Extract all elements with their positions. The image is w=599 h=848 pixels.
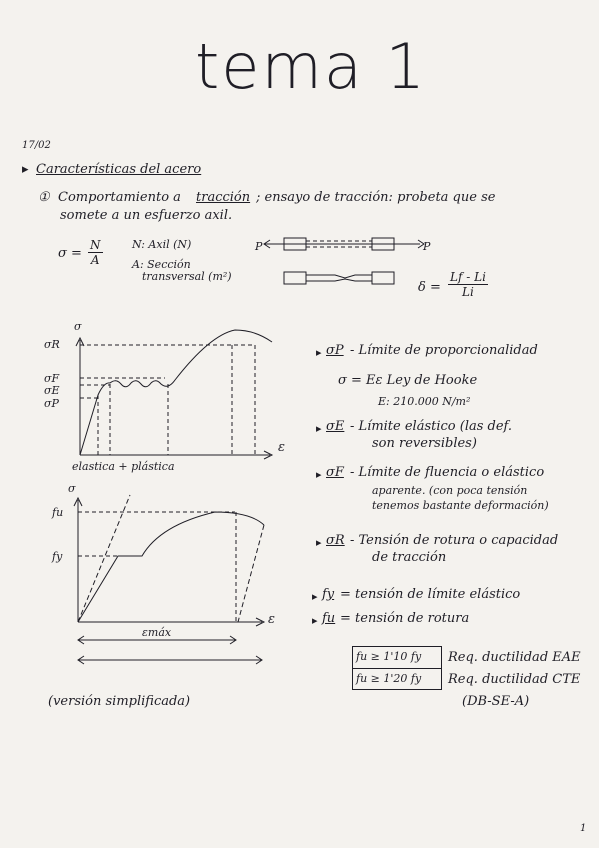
bullet-icon: ▸	[316, 422, 322, 435]
def-text: - Límite de fluencia o elástico	[350, 465, 545, 480]
label-sigma-e: σE	[44, 384, 60, 397]
def-area-1: A: Sección	[132, 258, 191, 271]
label-fu: fu	[52, 506, 64, 519]
tension-symbol: fy	[322, 587, 335, 602]
ductility-ref: (DB-SE-A)	[462, 694, 530, 709]
def-axil: N: Axil (N)	[132, 238, 192, 251]
ductility-rule: fu ≥ 1'10 fy	[356, 650, 422, 663]
date: 17/02	[22, 140, 51, 151]
def-symbol: σE	[326, 419, 345, 434]
graph1-x-axis: ε	[278, 440, 285, 455]
label-sigma-f: σF	[44, 372, 60, 385]
def-text: - Tensión de rotura o capacidad	[350, 533, 559, 548]
intro-line1-a: Comportamiento a	[58, 190, 181, 205]
def-area-2: transversal (m²)	[142, 270, 232, 283]
def-text: - Límite elástico (las def.	[350, 419, 513, 434]
def-text: tenemos bastante deformación)	[372, 499, 549, 512]
load-p-left: P	[255, 240, 263, 253]
def-text: E: 210.000 N/m²	[378, 395, 471, 408]
label-emax: εmáx	[142, 626, 172, 639]
probeta-sketch-1	[264, 238, 424, 250]
bullet-icon: ▸	[316, 536, 322, 549]
region-label: elastica + plástica	[72, 460, 175, 473]
def-text: σ = Eε Ley de Hooke	[338, 373, 478, 388]
graph2-y-axis: σ	[68, 482, 76, 495]
graph1-y-axis: σ	[74, 320, 82, 333]
intro-line1-c: ; ensayo de tracción: probeta que se	[256, 190, 496, 205]
ductility-label: Req. ductilidad EAE	[448, 650, 581, 665]
stress-curve	[80, 330, 272, 455]
stress-strain-graph	[76, 330, 272, 459]
bullet-icon: ▸	[316, 468, 322, 481]
delta-equals: δ =	[418, 280, 441, 295]
page-number: 1	[580, 823, 587, 834]
bullet-icon: ▸	[312, 614, 318, 627]
bullet-icon: ▸	[316, 346, 322, 359]
graph2-caption: (versión simplificada)	[48, 694, 191, 709]
def-text: son reversibles)	[372, 436, 477, 451]
def-symbol: σF	[326, 465, 344, 480]
label-fy: fy	[52, 550, 63, 563]
def-text: - Límite de proporcionalidad	[350, 343, 538, 358]
sigma-equals: σ =	[58, 246, 82, 261]
intro-line1-b: tracción	[196, 190, 251, 205]
graph2-x-axis: ε	[268, 612, 275, 627]
def-text: de tracción	[372, 550, 447, 565]
item-number: ①	[38, 190, 50, 205]
probeta-sketch-2	[284, 272, 394, 284]
def-text: aparente. (con poca tensión	[372, 484, 528, 497]
load-p-right: P	[423, 240, 431, 253]
tension-text: = tensión de rotura	[340, 611, 470, 626]
def-symbol: σP	[326, 343, 344, 358]
ductility-rule: fu ≥ 1'20 fy	[356, 672, 422, 685]
label-sigma-p: σP	[44, 397, 59, 410]
delta-numerator: Lf - Li	[450, 270, 486, 284]
ductility-label: Req. ductilidad CTE	[448, 672, 581, 687]
def-symbol: σR	[326, 533, 345, 548]
label-sigma-r: σR	[44, 338, 60, 351]
tension-text: = tensión de límite elástico	[340, 587, 521, 602]
delta-denominator: Li	[462, 285, 474, 299]
fraction-denominator: A	[90, 253, 100, 267]
tension-symbol: fu	[322, 611, 336, 626]
section-heading: Características del acero	[36, 162, 202, 177]
bullet-icon: ▸	[22, 162, 29, 177]
bullet-icon: ▸	[312, 590, 318, 603]
page-title: tema 1	[195, 30, 427, 103]
intro-line2: somete a un esfuerzo axil.	[60, 208, 233, 223]
fraction-numerator: N	[90, 238, 101, 252]
